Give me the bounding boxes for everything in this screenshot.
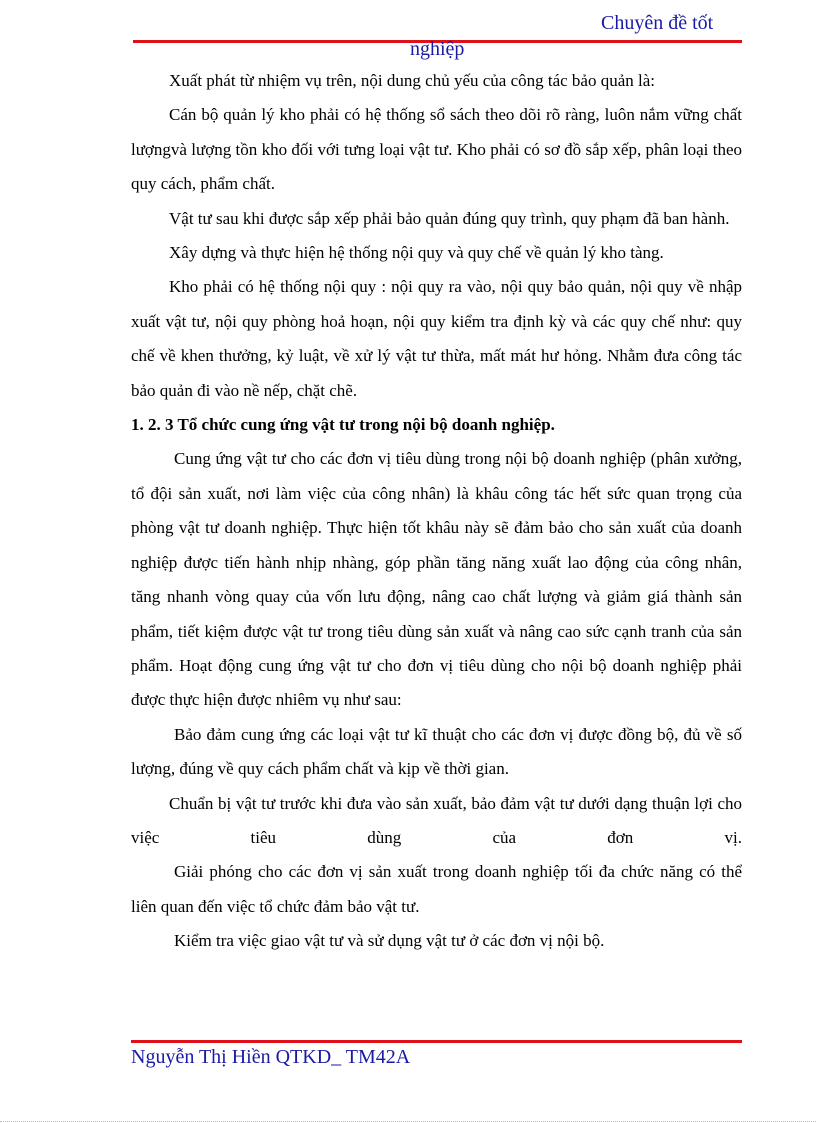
paragraph: Kho phải có hệ thống nội quy : nội quy ra vào, nội quy bảo quản, nội quy về nhập xuất vật tư, nội quy phòng hoả hoạn, nội quy kiểm tra định kỳ và các quy chế như: quy chế về khen thưởng, kỷ luật, về xử lý vật tư thừa, mất mát hư hỏng. Nhằm đưa công tác bảo quản đi vào nề nếp, chặt chẽ.: [131, 277, 742, 400]
header-title: Chuyên đề tốt: [601, 12, 714, 34]
paragraph: Cung ứng vật tư cho các đơn vị tiêu dùng trong nội bộ doanh nghiệp (phân xưởng, tổ đội sản xuất, nơi làm việc của công nhân) là khâu công tác hết sức quan trọng của phòng vật tư doanh nghiệp. Thực hiện tốt khâu này sẽ đảm bảo cho sản xuất của doanh nghiệp được tiến hành nhịp nhàng, góp phần tăng năng xuất lao động của công nhân, tăng nhanh vòng quay của vốn lưu động, nâng cao chất lượng và giảm giá thành sản phẩm, tiết kiệm được vật tư trong tiêu dùng sản xuất và nâng cao sức cạnh tranh của sản phẩm. Hoạt động cung ứng vật tư cho đơn vị tiêu dùng cho nội bộ doanh nghiệp phải được thực hiện được nhiêm vụ như sau:: [131, 449, 742, 710]
header-title-continued: nghiệp: [410, 38, 465, 60]
document-body: [131, 64, 742, 959]
footer-divider: [131, 1040, 742, 1043]
page-edge: [0, 1121, 816, 1122]
paragraph: Chuẩn bị vật tư trước khi đưa vào sản xuất, bảo đảm vật tư dưới dạng thuận lợi cho việc tiêu dùng của đơn vị.: [131, 793, 742, 847]
paragraph: Vật tư sau khi được sắp xếp phải bảo quản đúng quy trình, quy phạm đã ban hành.: [169, 208, 730, 228]
paragraph: Xuất phát từ nhiệm vụ trên, nội dung chủ yếu của công tác bảo quản là:: [169, 71, 656, 90]
footer-author: Nguyễn Thị Hiền QTKD_ TM42A: [131, 1046, 411, 1068]
paragraph: Cán bộ quản lý kho phải có hệ thống sổ sách theo dõi rõ ràng, luôn nắm vững chất lượngvà lượng tồn kho đối với tưng loại vật tư. Kho phải có sơ đồ sắp xếp, phân loại theo quy cách, phẩm chất.: [131, 105, 742, 194]
paragraph: Xây dựng và thực hiện hệ thống nội quy và quy chế về quản lý kho tàng.: [169, 243, 664, 263]
paragraph: Giải phóng cho các đơn vị sản xuất trong doanh nghiệp tối đa chức năng có thể liên quan đến việc tổ chức đảm bảo vật tư.: [131, 862, 742, 916]
paragraph: Kiểm tra việc giao vật tư và sử dụng vật tư ở các đơn vị nội bộ.: [174, 931, 605, 951]
section-heading: 1. 2. 3 Tổ chức cung ứng vật tư trong nội bộ doanh nghiệp.: [131, 415, 555, 435]
paragraph: Bảo đảm cung ứng các loại vật tư kĩ thuật cho các đơn vị được đồng bộ, đủ về số lượng, đúng về quy cách phẩm chất và kịp về thời gian.: [131, 724, 742, 779]
